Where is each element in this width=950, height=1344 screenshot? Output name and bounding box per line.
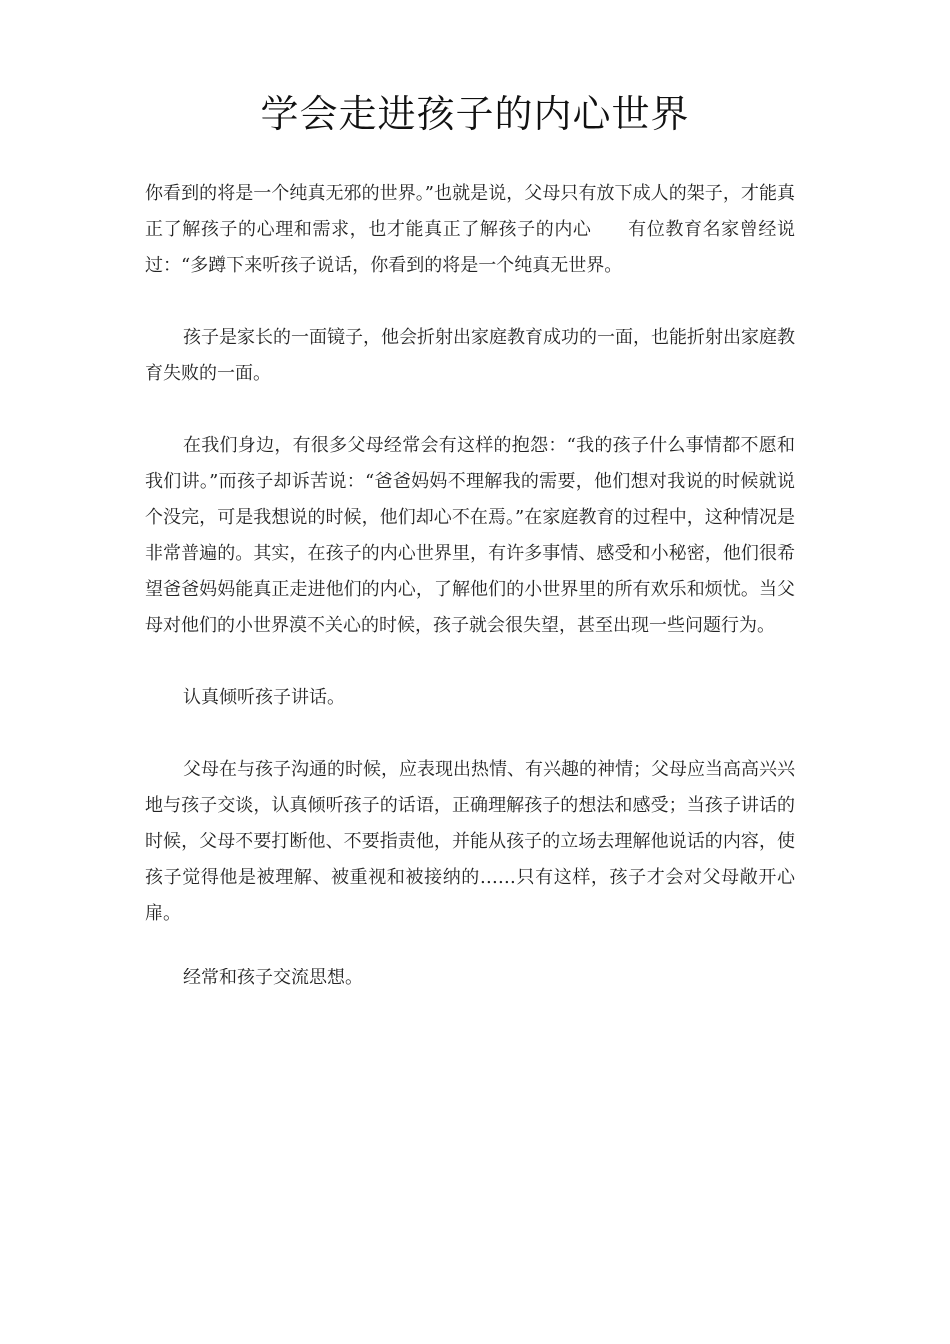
paragraph-listening-advice: 父母在与孩子沟通的时候，应表现出热情、有兴趣的神情；父母应当高高兴兴地与孩子交谈，认真倾听孩子的话语，正确理解孩子的想法和感受；当孩子讲话的时候，父母不要打断他、不要指责他，并能从孩子的立场去理解他说话的内容，使孩子觉得他是被理解、被重视和被接纳的……只有这样，孩子才会对父母敞开心扉。 — [145, 759, 795, 924]
intro-text-part1: 你看到的将是一个纯真无邪的世界。”也就是说，父母只有放下成人的架子，才能真正了解孩子的心理和需求，也才能真正了解孩子的内心 — [145, 183, 795, 240]
document-title: 学会走进孩子的内心世界 — [260, 92, 690, 136]
paragraph-cut-off — [145, 968, 795, 988]
document-body — [145, 176, 795, 1024]
intro-text-part2: 有位教育名家曾经说过：“多蹲下来听孩子说话，你看到的将是一个纯真无世界。 — [145, 219, 796, 276]
intro-paragraph — [145, 176, 795, 284]
cut-line-text: 经常和孩子交流思想。 — [183, 968, 363, 988]
paragraph-mirror: 孩子是家长的一面镜子，他会折射出家庭教育成功的一面，也能折射出家庭教育失败的一面。 — [145, 327, 795, 384]
paragraph-heading-listen: 认真倾听孩子讲话。 — [183, 687, 345, 708]
paragraph-complaints: 在我们身边，有很多父母经常会有这样的抱怨：“我的孩子什么事情都不愿和我们讲。”而孩子却诉苦说：“爸爸妈妈不理解我的需要，他们想对我说的时候就说个没完，可是我想说的时候，他们却心不在焉。”在家庭教育的过程中，这种情况是非常普遍的。其实，在孩子的内心世界里，有许多事情、感受和小秘密，他们很希望爸爸妈妈能真正走进他们的内心，了解他们的小世界里的所有欢乐和烦忧。当父母对他们的小世界漠不关心的时候，孩子就会很失望，甚至出现一些问题行为。 — [145, 435, 795, 636]
